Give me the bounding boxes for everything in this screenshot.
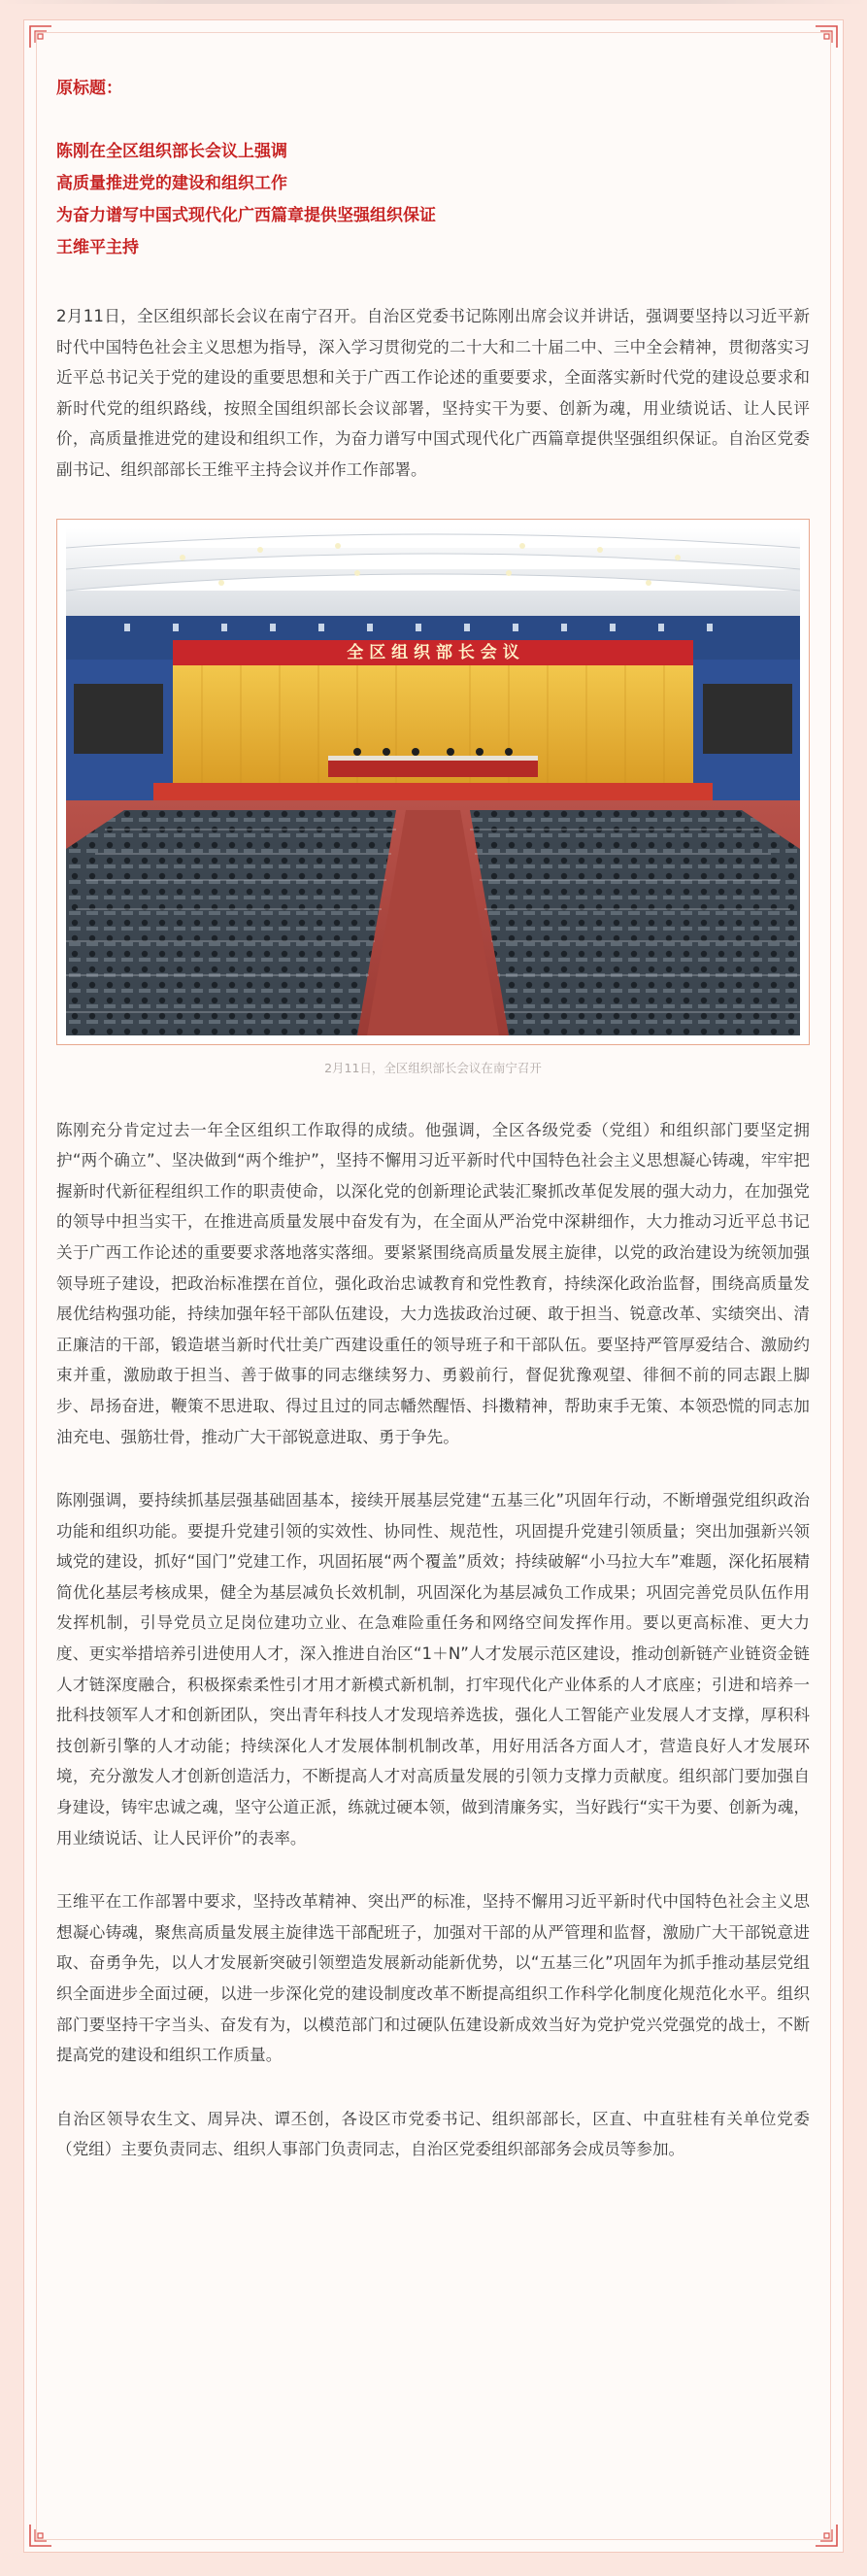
banner-text: 全 区 组 织 部 长 会 议 — [347, 642, 519, 662]
article-paragraph: 王维平在工作部署中要求，坚持改革精神、突出严的标准，坚持不懈用习近平新时代中国特色社会主义思想凝心铸魂，聚焦高质量发展主旋律选干部配班子，加强对干部的从严管理和监督，激励广大干部锐意进取、奋勇争先，以人才发展新突破引领塑造发展新动能新优势，以“五基三化”巩固年为抓手推动基层党组织全面进步全面过硬，以进一步深化党的建设制度改革不断提高组织工作科学化制度化规范化水平。组织部门要坚持干字当头、奋发有为，以模范部门和过硬队伍建设新成效当好为党护党兴党强党的战士，不断提高党的建设和组织工作质量。 — [56, 1892, 810, 2065]
meeting-photo — [56, 519, 810, 1045]
top-divider — [0, 0, 867, 4]
photo-caption: 2月11日，全区组织部长会议在南宁召开 — [324, 1060, 542, 1075]
article-paragraph: 陈刚强调，要持续抓基层强基础固基本，接续开展基层党建“五基三化”巩固年行动，不断增强党组织政治功能和组织功能。要提升党建引领的实效性、协同性、规范性，巩固提升党建引领质量；突出加强新兴领域党的建设，抓好“国门”党建工作，巩固拓展“两个覆盖”质效；持续破解“小马拉大车”难题，深化拓展精简优化基层考核成果，健全为基层减负长效机制，巩固深化为基层减负工作成果；巩固完善党员队伍作用发挥机制，引导党员立足岗位建功立业、在急难险重任务和网络空间发挥作用。要以更高标准、更大力度、更实举措培养引进使用人才，深入推进自治区“1＋N”人才发展示范区建设，推动创新链产业链资金链人才链深度融合，积极探索柔性引才用才新模式新机制，打牢现代化产业体系的人才底座；引进和培养一批科技领军人才和创新团队，突出青年科技人才发现培养选拔，强化人工智能产业发展人才支撑，厚积科技创新引擎的人才动能；持续深化人才发展体制机制改革，用好用活各方面人才，营造良好人才发展环境，充分激发人才创新创造活力，不断提高人才对高质量发展的引领力支撑力贡献度。组织部门要加强自身建设，铸牢忠诚之魂，坚守公道正派，练就过硬本领，做到清廉务实，当好践行“实干为要、创新为魂，用业绩说话、让人民评价”的表率。 — [56, 1491, 810, 1847]
headline-line: 为奋力谱写中国式现代化广西篇章提供坚强组织保证 — [56, 206, 436, 225]
article-content — [56, 76, 810, 2198]
headline-line: 高质量推进党的建设和组织工作 — [56, 174, 287, 193]
article-paragraph: 自治区领导农生文、周异决、谭丕创，各设区市党委书记、组织部部长，区直、中直驻桂有关单位党委（党组）主要负责同志、组织人事部门负责同志，自治区党委组织部部务会成员等参加。 — [56, 2109, 810, 2159]
corner-ornament-icon — [28, 2523, 53, 2548]
headline-line: 王维平主持 — [56, 238, 139, 257]
article-paragraph: 2月11日，全区组织部长会议在南宁召开。自治区党委书记陈刚出席会议并讲话，强调要坚持以习近平新时代中国特色社会主义思想为指导，深入学习贯彻党的二十大和二十届二中、三中全会精神，贯彻落实习近平总书记关于党的建设的重要思想和关于广西工作论述的重要要求，全面落实新时代党的建设总要求和新时代党的组织路线，按照全国组织部长会议部署，坚持实干为要、创新为魂，用业绩说话、让人民评价，高质量推进党的建设和组织工作，为奋力谱写中国式现代化广西篇章提供坚强组织保证。自治区党委副书记、组织部部长王维平主持会议并作工作部署。 — [56, 307, 810, 479]
corner-ornament-icon — [814, 24, 839, 50]
original-title-label: 原标题： — [56, 79, 122, 98]
article-paragraph: 陈刚充分肯定过去一年全区组织工作取得的成绩。他强调，全区各级党委（党组）和组织部门要坚定拥护“两个确立”、坚决做到“两个维护”，坚持不懈用习近平新时代中国特色社会主义思想凝心铸魂，牢牢把握新时代新征程组织工作的职责使命，以深化党的创新理论武装汇聚抓改革促发展的强大动力，在加强党的领导中担当实干，在推进高质量发展中奋发有为，在全面从严治党中深耕细作，大力推动习近平总书记关于广西工作论述的重要要求落地落实落细。要紧紧围绕高质量发展主旋律，以党的政治建设为统领加强领导班子建设，把政治标准摆在首位，强化政治忠诚教育和党性教育，持续深化政治监督，围绕高质量发展优结构强功能，持续加强年轻干部队伍建设，大力选拔政治过硬、敢于担当、锐意改革、实绩突出、清正廉洁的干部，锻造堪当新时代壮美广西建设重任的领导班子和干部队伍。要坚持严管厚爱结合、激励约束并重，激励敢于担当、善于做事的同志继续努力、勇毅前行，督促犹豫观望、徘徊不前的同志跟上脚步、昂扬奋进，鞭策不思进取、得过且过的同志幡然醒悟、抖擞精神，帮助束手无策、本领恐慌的同志加油充电、强筋壮骨，推动广大干部锐意进取、勇于争先。 — [56, 1120, 810, 1446]
headline-line: 陈刚在全区组织部长会议上强调 — [56, 142, 287, 161]
corner-ornament-icon — [28, 24, 53, 50]
meeting-hall-image — [66, 528, 800, 1035]
headline-block — [56, 136, 810, 264]
corner-ornament-icon — [814, 2523, 839, 2548]
